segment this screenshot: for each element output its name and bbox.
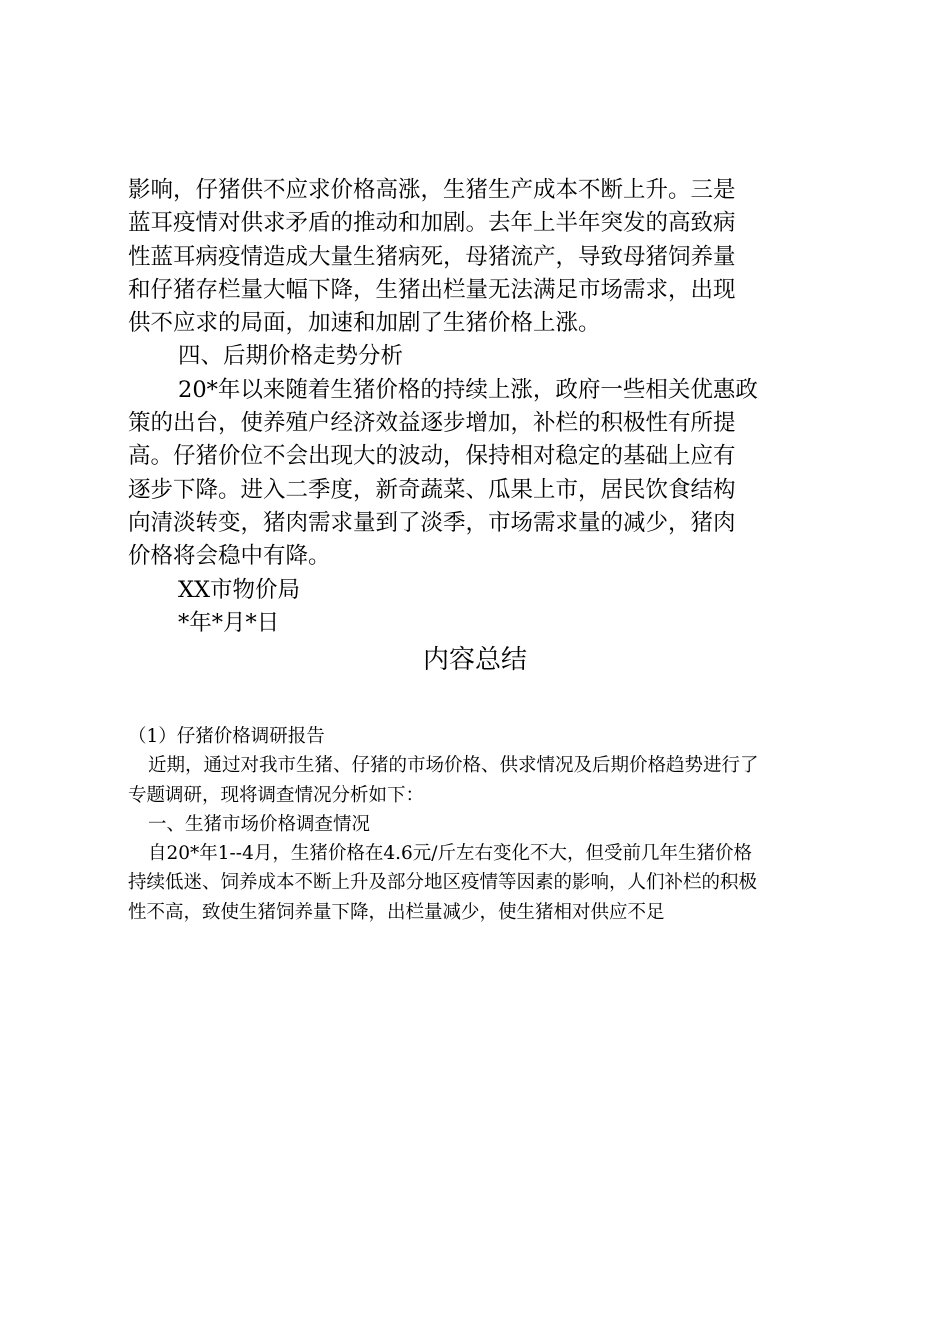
signature: XX市物价局 — [178, 576, 301, 603]
body-line: 高。仔猪价位不会出现大的波动，保持相对稳定的基础上应有 — [128, 443, 736, 470]
body-line: 影响，仔猪供不应求价格高涨，生猪生产成本不断上升。三是 — [128, 177, 736, 203]
section-heading: 四、后期价格走势分析 — [178, 343, 404, 370]
summary-line: 自20*年1--4月，生猪价格在4.6元/斤左右变化不大，但受前几年生猪价格 — [148, 843, 752, 865]
summary-line: 专题调研，现将调查情况分析如下： — [128, 784, 425, 806]
summary-section — [128, 722, 848, 927]
summary-line: 近期，通过对我市生猪、仔猪的市场价格、供求情况及后期价格趋势进行了 — [148, 755, 759, 777]
body-line: 价格将会稳中有降。 — [128, 543, 331, 570]
body-line: 和仔猪存栏量大幅下降，生猪出栏量无法满足市场需求，出现 — [128, 276, 736, 303]
body-line: 向清淡转变，猪肉需求量到了淡季，市场需求量的减少，猪肉 — [128, 509, 736, 536]
body-line: 策的出台，使养殖户经济效益逐步增加，补栏的积极性有所提 — [128, 410, 736, 437]
summary-title: 内容总结 — [422, 645, 527, 675]
body-line: 逐步下降。进入二季度，新奇蔬菜、瓜果上市，居民饮食结构 — [128, 476, 736, 503]
report-continuation — [128, 174, 828, 640]
body-line: 20*年以来随着生猪价格的持续上涨，政府一些相关优惠政 — [178, 376, 758, 403]
summary-section-heading: 一、生猪市场价格调查情况 — [148, 813, 371, 835]
body-line: 性蓝耳病疫情造成大量生猪病死，母猪流产，导致母猪饲养量 — [128, 243, 736, 270]
summary-line: 性不高，致使生猪饲养量下降，出栏量减少，使生猪相对供应不足 — [128, 901, 665, 923]
summary-item-title: （1）仔猪价格调研报告 — [128, 726, 325, 747]
date: *年*月*日 — [178, 609, 280, 636]
summary-line: 持续低迷、饲养成本不断上升及部分地区疫情等因素的影响，人们补栏的积极 — [128, 872, 758, 894]
body-line: 供不应求的局面，加速和加剧了生猪价格上涨。 — [128, 310, 601, 337]
body-line: 蓝耳疫情对供求矛盾的推动和加剧。去年上半年突发的高致病 — [128, 210, 736, 237]
